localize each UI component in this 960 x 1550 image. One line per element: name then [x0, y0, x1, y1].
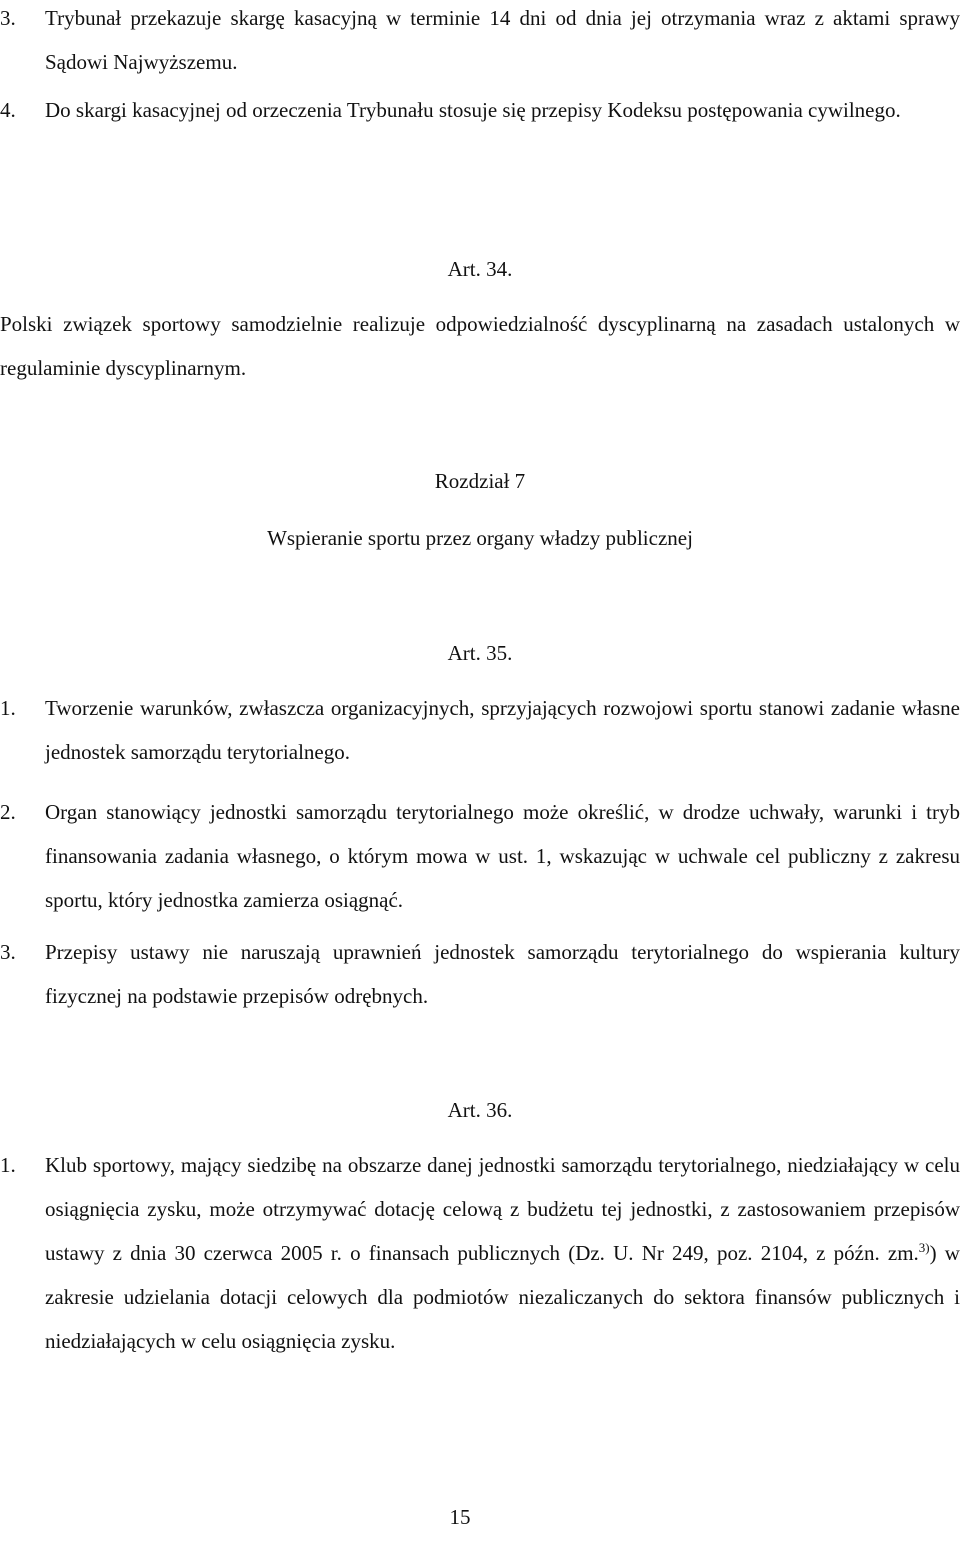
- item-number: 3.: [0, 940, 16, 964]
- article-heading: Art. 36.: [447, 1098, 513, 1122]
- list-item: [0, 686, 960, 774]
- list-item: [0, 88, 960, 176]
- item-text: Trybunał przekazuje skargę kasacyjną w terminie 14 dni od dnia jej otrzymania wraz z aktami sprawy Sądowi Najwyższemu.: [45, 6, 960, 74]
- item-text: Organ stanowiący jednostki samorządu terytorialnego może określić, w drodze uchwały, warunki i tryb finansowania zadania własnego, o którym mowa w ust. 1, wskazując w uchwale cel publiczny z zakresu sportu, który jednostka zamierza osiągnąć.: [45, 800, 960, 912]
- chapter-subtitle: Wspieranie sportu przez organy władzy publicznej: [267, 526, 693, 550]
- item-text: Do skargi kasacyjnej od orzeczenia Trybunału stosuje się przepisy Kodeksu postępowania cywilnego.: [45, 98, 901, 122]
- page-number: 15: [449, 1505, 471, 1529]
- footnote-marker: 3): [918, 1240, 930, 1255]
- list-item: [0, 790, 960, 922]
- item-number: 3.: [0, 6, 16, 30]
- item-number: 1.: [0, 696, 16, 720]
- list-item: [0, 1143, 960, 1407]
- chapter-title: Rozdział 7: [434, 469, 526, 493]
- list-item: [0, 930, 960, 1018]
- item-text: Przepisy ustawy nie naruszają uprawnień jednostek samorządu terytorialnego do wspierania kultury fizycznej na podstawie przepisów odrębnych.: [45, 940, 960, 1008]
- list-item: [0, 0, 960, 84]
- item-text-part: Klub sportowy, mający siedzibę na obszarze danej jednostki samorządu terytorialnego, niedziałający w celu osiągnięcia zysku, może otrzymywać dotację celową z budżetu tej jednostki, z zastosowaniem przepisów ustawy z dnia 30 czerwca 2005 r. o finansach publicznych (Dz. U. Nr 249, poz. 2104, z późn. zm.: [45, 1153, 960, 1265]
- item-number: 2.: [0, 800, 16, 824]
- item-number: 4.: [0, 98, 16, 122]
- article-heading: Art. 34.: [447, 257, 513, 281]
- item-number: 1.: [0, 1153, 16, 1177]
- article-heading: Art. 35.: [447, 641, 513, 665]
- item-text: [45, 1143, 960, 1363]
- item-text-part: ) w zakresie udzielania dotacji celowych dla podmiotów niezaliczanych do sektora finansów publicznych i niedziałających w celu osiągnięcia zysku.: [45, 1241, 960, 1353]
- article-text: Polski związek sportowy samodzielnie realizuje odpowiedzialność dyscyplinarną na zasadach ustalonych w regulaminie dyscyplinarnym.: [0, 312, 960, 380]
- item-text: Tworzenie warunków, zwłaszcza organizacyjnych, sprzyjających rozwojowi sportu stanowi zadanie własne jednostek samorządu terytorialnego.: [45, 696, 960, 764]
